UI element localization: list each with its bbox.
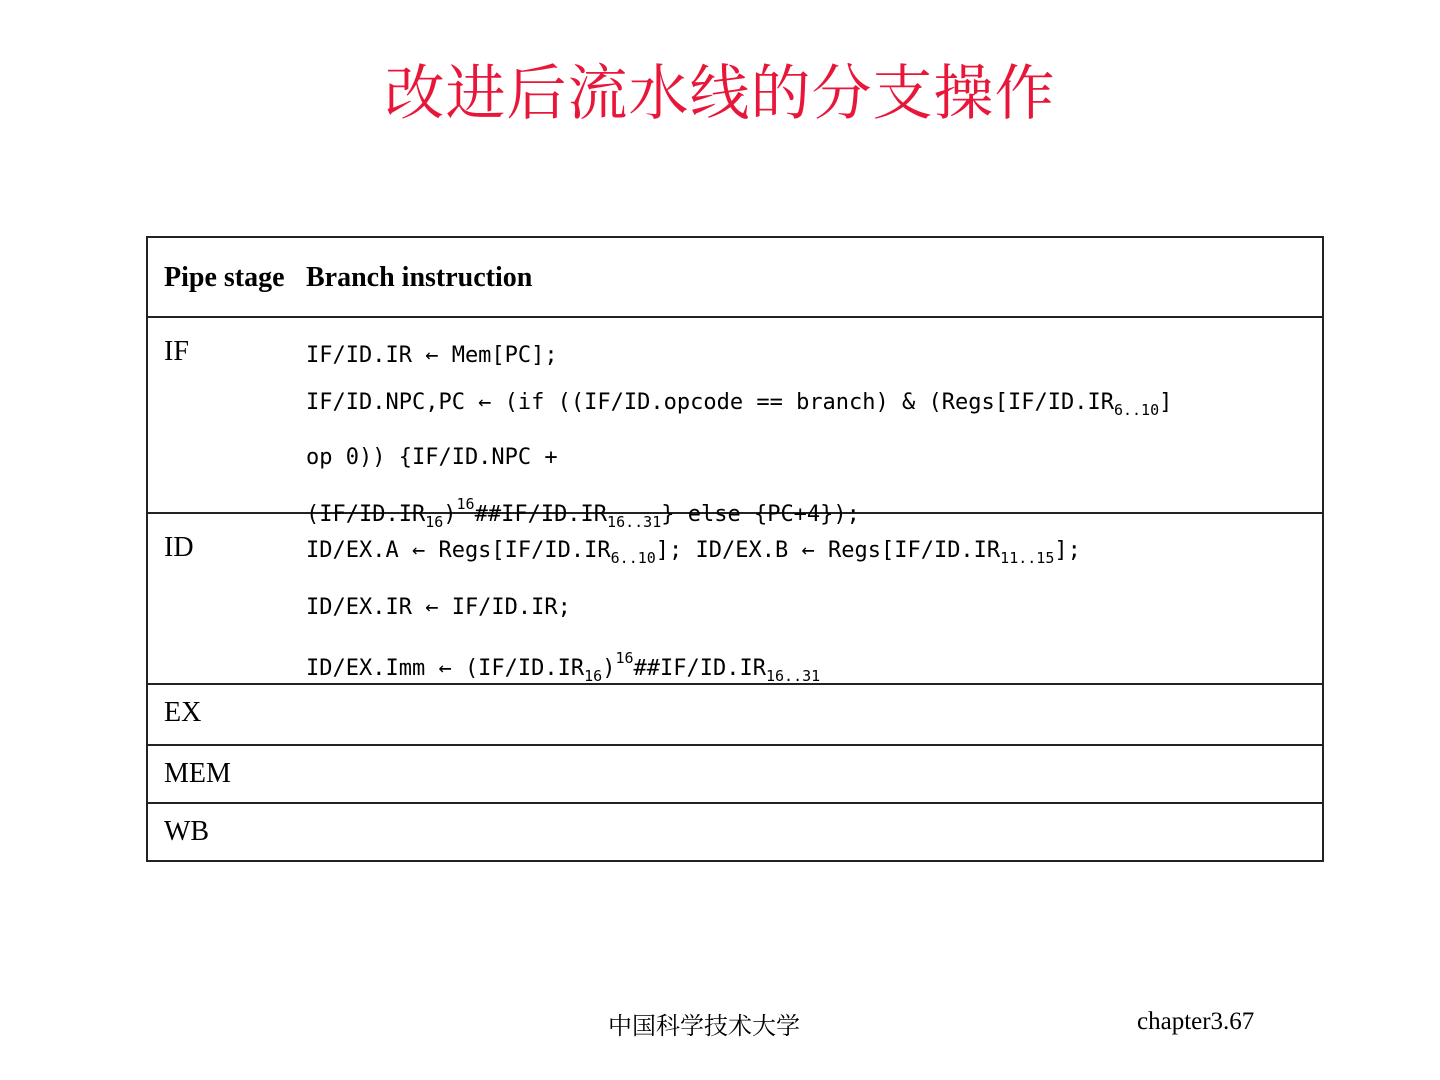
code-subscript: 6..10 xyxy=(1113,401,1160,419)
code-text: ID/EX.A ← Regs[IF/ID.IR xyxy=(306,538,611,563)
code-superscript: 16 xyxy=(456,495,475,513)
table-header-row xyxy=(148,238,1322,318)
code-text: ] xyxy=(1159,390,1173,415)
table-row-if xyxy=(148,318,1322,531)
instruction-cell-empty xyxy=(306,685,1322,744)
stage-label: MEM xyxy=(164,758,231,789)
code-text: } else {PC+4}); xyxy=(661,502,860,527)
code-line xyxy=(306,526,1322,583)
code-line xyxy=(306,434,1322,481)
code-subscript: 16..31 xyxy=(607,513,662,531)
code-text: op 0)) {IF/ID.NPC + xyxy=(306,445,558,470)
stage-label: IF xyxy=(164,336,189,367)
code-text: ]; xyxy=(1054,538,1081,563)
code-subscript: 16 xyxy=(584,667,603,685)
footer-page-number: chapter3.67 xyxy=(1137,1008,1255,1035)
code-text: ID/EX.Imm ← (IF/ID.IR xyxy=(306,656,585,681)
footer-institution: 中国科学技术大学 xyxy=(608,1012,800,1040)
code-superscript: 16 xyxy=(615,649,634,667)
code-text: IF/ID.IR ← Mem[PC]; xyxy=(306,343,558,368)
stage-label: EX xyxy=(164,697,202,728)
header-branch-instruction: Branch instruction xyxy=(306,262,533,293)
table-row-wb xyxy=(148,804,1322,860)
code-text: ##IF/ID.IR xyxy=(633,656,766,681)
instruction-cell xyxy=(306,514,1322,683)
code-subscript: 6..10 xyxy=(610,549,656,567)
stage-label: ID xyxy=(164,532,194,563)
instruction-cell xyxy=(306,318,1322,531)
code-line xyxy=(306,583,1322,633)
code-text: ) xyxy=(602,656,616,681)
code-text: ) xyxy=(443,502,457,527)
code-text: ]; ID/EX.B ← Regs[IF/ID.IR xyxy=(655,538,1001,563)
instruction-cell-empty xyxy=(306,804,1322,860)
code-subscript: 16 xyxy=(425,513,444,531)
header-pipe-stage: Pipe stage xyxy=(164,262,285,293)
code-line xyxy=(306,332,1322,379)
code-text: ##IF/ID.IR xyxy=(474,502,608,527)
stage-label: WB xyxy=(164,816,210,847)
code-subscript: 11..15 xyxy=(1000,549,1055,567)
slide-title: 改进后流水线的分支操作 xyxy=(384,59,1056,129)
table-row-mem xyxy=(148,746,1322,804)
code-line xyxy=(306,379,1322,434)
code-text: (IF/ID.IR xyxy=(306,502,426,527)
instruction-cell-empty xyxy=(306,746,1322,802)
code-subscript: 16..31 xyxy=(765,667,821,685)
table-row-id xyxy=(148,514,1322,685)
code-text: IF/ID.NPC,PC ← (if ((IF/ID.opcode == branch) & (Regs[IF/ID.IR xyxy=(306,390,1114,415)
code-text: ID/EX.IR ← IF/ID.IR; xyxy=(306,595,571,620)
table-row-ex xyxy=(148,685,1322,746)
branch-pipeline-table xyxy=(146,236,1324,862)
